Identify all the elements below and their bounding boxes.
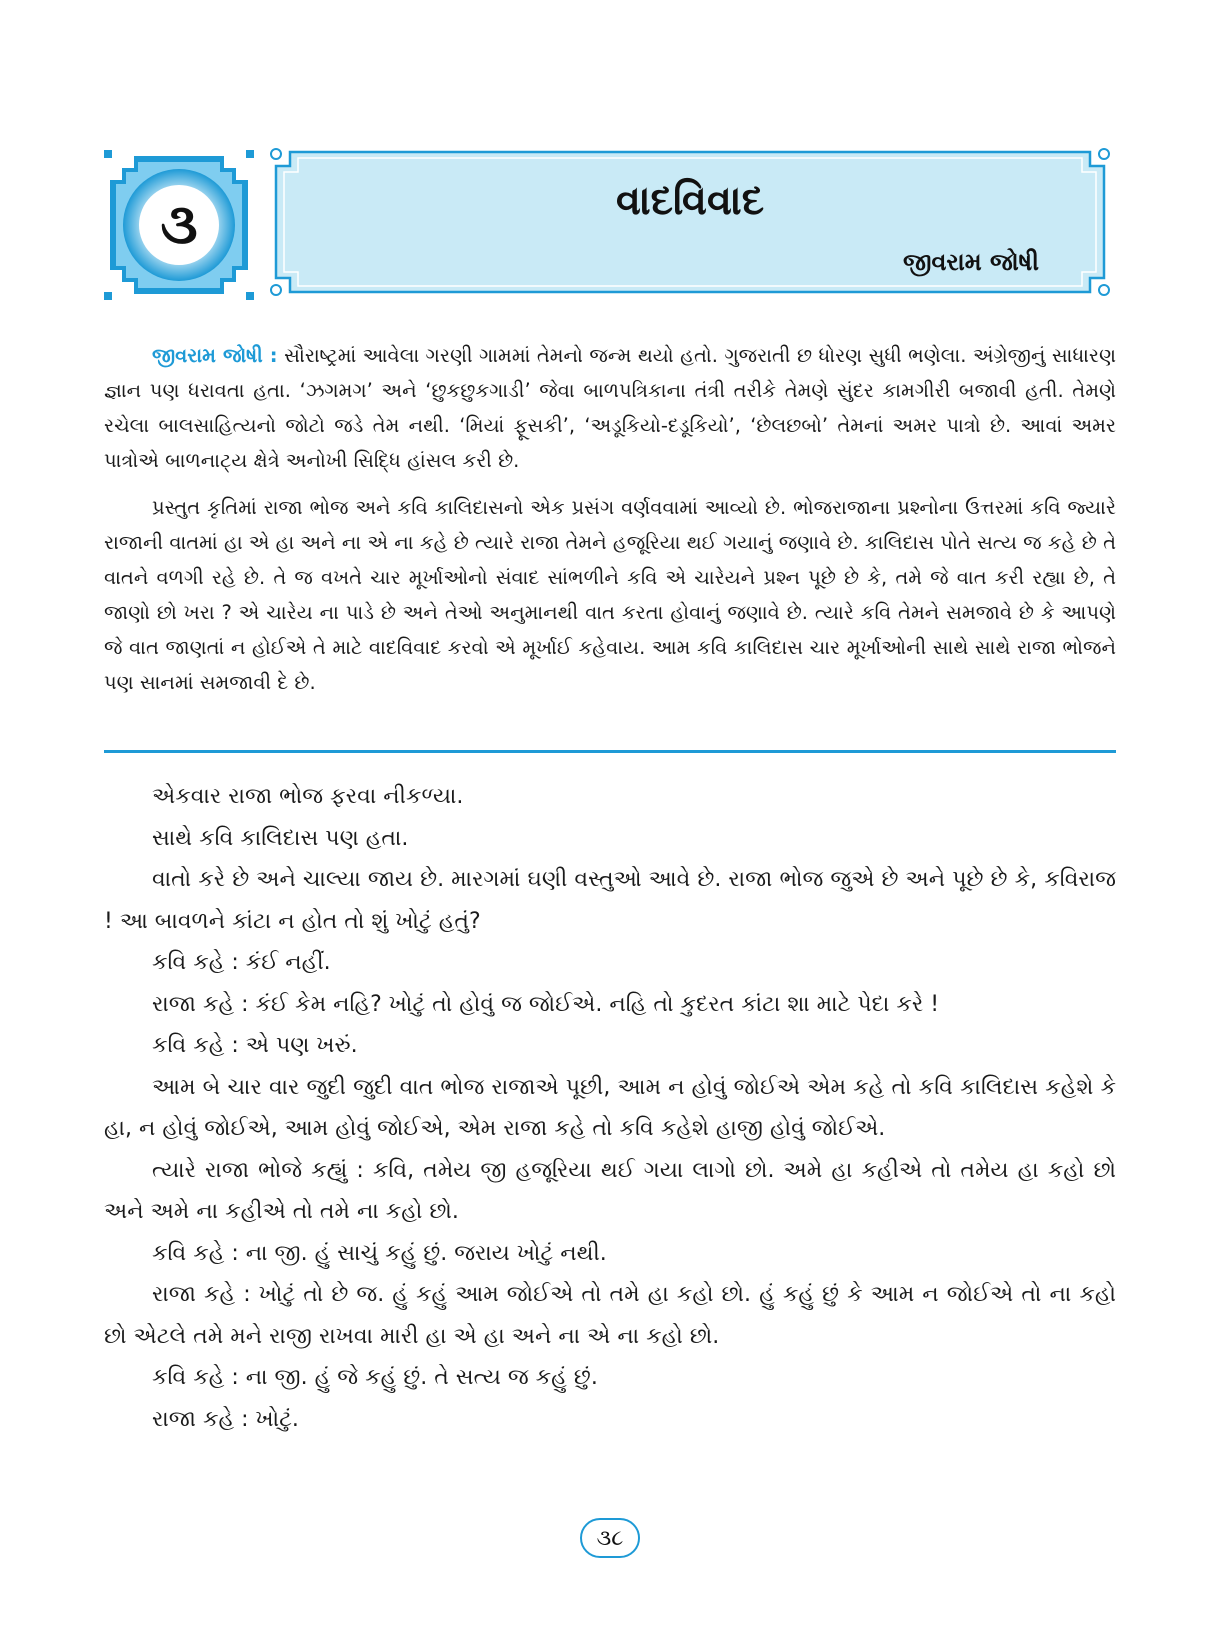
story-paragraph: રાજા કહે : કંઈ કેમ નહિ? ખોટું તો હોવું જ જોઈએ. નહિ તો કુદરત કાંટા શા માટે પેદા કરે ! xyxy=(152,991,940,1017)
story-paragraph: કવિ કહે : કંઈ નહીં. xyxy=(152,950,331,975)
author-intro xyxy=(104,338,1116,712)
page-number: ૩૮ xyxy=(580,1518,640,1558)
story-paragraph: સાથે કવિ કાલિદાસ પણ હતા. xyxy=(152,825,409,851)
story-paragraph: કવિ કહે : એ પણ ખરું. xyxy=(152,1033,358,1058)
chapter-author: જીવરામ જોષી xyxy=(903,248,1039,276)
story-paragraph: રાજા કહે : ખોટું તો છે જ. હું કહું આમ જોઈએ તો તમે હા કહો છો. હું કહું છું કે આમ ન જોઈએ તો ના કહો છો એટલે તમે મને રાજી રાખવા મારી હા એ હા અને ના એ ના કહો છો. xyxy=(104,1282,1116,1349)
story-paragraph: કવિ કહે : ના જી. હું જે કહું છું. તે સત્ય જ કહું છું. xyxy=(152,1365,598,1390)
story-body xyxy=(104,776,1116,1440)
section-divider xyxy=(104,750,1116,753)
intro-paragraph-1-text: સૌરાષ્ટ્રમાં આવેલા ગરણી ગામમાં તેમનો જન્મ થયો હતો. ગુજરાતી છ ધોરણ સુધી ભણેલા. અંગ્રેજીનું સાધારણ જ્ઞાન પણ ધરાવતા હતા. ‘ઝગમગ’ અને ‘છુકછુકગાડી’ જેવા બાળપત્રિકાના તંત્રી તરીકે તેમણે સુંદર કામગીરી બજાવી હતી. તેમણે રચેલા બાલસાહિત્યનો જોટો જડે તેમ નથી. ‘મિયાં ફૂસકી’, ‘અડૂકિયો-દડૂકિયો’, ‘છેલછબો’ તેમનાં અમર પાત્રો છે. આવાં અમર પાત્રોએ બાળનાટ્ય ક્ષેત્રે અનોખી સિદ્ધિ હાંસલ કરી છે. xyxy=(104,344,1117,472)
story-paragraph: કવિ કહે : ના જી. હું સાચું કહું છું. જરાય ખોટું નથી. xyxy=(152,1240,607,1266)
intro-author-label: જીવરામ જોષી : xyxy=(152,344,278,367)
story-paragraph: ત્યારે રાજા ભોજે કહ્યું : કવિ, તમેય જી હજૂરિયા થઈ ગયા લાગો છો. અમે હા કહીએ તો તમેય હા કહો છો અને અમે ના કહીએ તો તમે ના કહો છો. xyxy=(104,1157,1116,1224)
story-paragraph: આમ બે ચાર વાર જુદી જુદી વાત ભોજ રાજાએ પૂછી, આમ ન હોવું જોઈએ એમ કહે તો કવિ કાલિદાસ કહેશે કે હા, ન હોવું જોઈએ, આમ હોવું જોઈએ, એમ રાજા કહે તો કવિ કહેશે હાજી હોવું જોઈએ. xyxy=(104,1074,1116,1141)
intro-paragraph-2: પ્રસ્તુત કૃતિમાં રાજા ભોજ અને કવિ કાલિદાસનો એક પ્રસંગ વર્ણવવામાં આવ્યો છે. ભોજરાજાના પ્રશ્નોના ઉત્તરમાં કવિ જ્યારે રાજાની વાતમાં હા એ હા અને ના એ ના કહે છે ત્યારે રાજા તેમને હજૂરિયા થઈ ગયાનું જણાવે છે. કાલિદાસ પોતે સત્ય જ કહે છે તે વાતને વળગી રહે છે. તે જ વખતે ચાર મૂર્ખાઓનો સંવાદ સાંભળીને કવિ એ ચારેયને પ્રશ્ન પૂછે છે કે, તમે જે વાત કરી રહ્યા છે, તે જાણો છો ખરા ? એ ચારેય ના પાડે છે અને તેઓ અનુમાનથી વાત કરતા હોવાનું જણાવે છે. ત્યારે કવિ તેમને સમજાવે છે કે આપણે જે વાત જાણતાં ન હોઈએ તે માટે વાદવિવાદ કરવો એ મૂર્ખાઈ કહેવાય. આમ કવિ કાલિદાસ ચાર મૂર્ખાઓની સાથે સાથે રાજા ભોજને પણ સાનમાં સમજાવી દે છે. xyxy=(104,496,1116,694)
story-paragraph: એકવાર રાજા ભોજ ફરવા નીકળ્યા. xyxy=(152,784,464,809)
intro-paragraph-1 xyxy=(104,338,1116,478)
story-paragraph: રાજા કહે : ખોટું. xyxy=(152,1406,299,1432)
story-paragraph: વાતો કરે છે અને ચાલ્યા જાય છે. મારગમાં ઘણી વસ્તુઓ આવે છે. રાજા ભોજ જુએ છે અને પૂછે છે કે, કવિરાજ ! આ બાવળને કાંટા ન હોત તો શું ખોટું હતું? xyxy=(104,867,1116,934)
chapter-title: વાદવિવાદ xyxy=(615,178,765,224)
chapter-number: ૩ xyxy=(160,192,198,257)
